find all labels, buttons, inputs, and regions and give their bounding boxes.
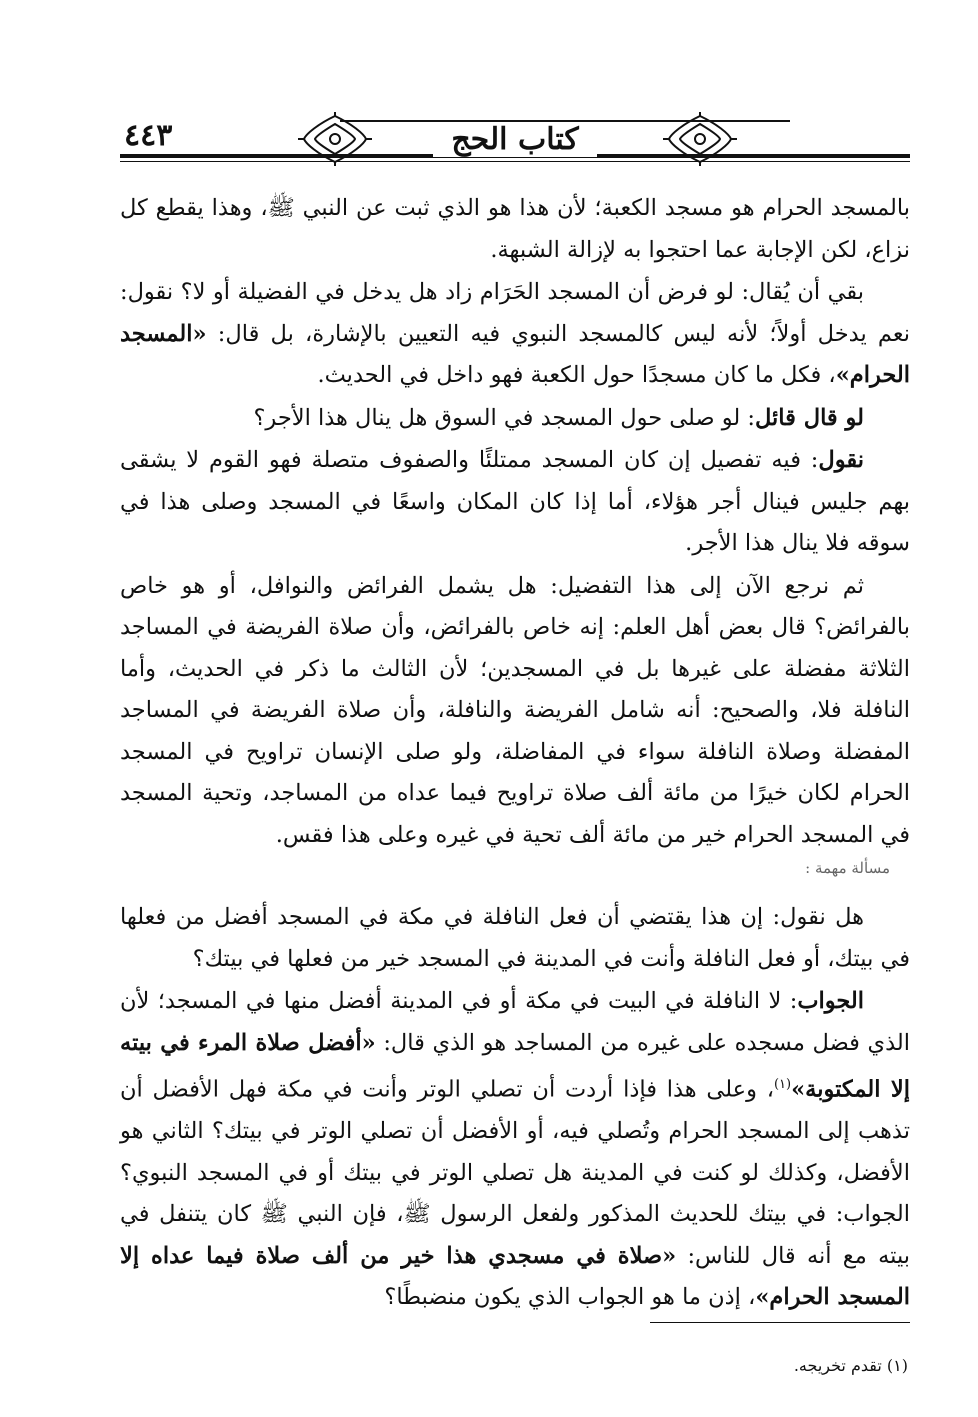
paragraph-6: هل نقول: إن هذا يقتضي أن فعل النافلة في مكة في المسجد أفضل من فعلها في بيتك، أو فعل النافلة وأنت في المدينة في المسجد خير من فعلها في بيتك؟ [120, 904, 910, 972]
hadith-quote-2: «صلاة في مسجدي هذا خير من ألف صلاة فيما عداه إلا المسجد الحرام» [120, 1242, 910, 1310]
paragraph-5: ثم نرجع الآن إلى هذا التفضيل: هل يشمل الفرائض والنوافل، أو هو خاص بالفرائض؟ قال بعض أهل العلم: إنه خاص بالفرائض، وأن صلاة الفريضة في المساجد الثلاثة مفضلة على غيرها بل في المسجدين؛ لأن الثالث ما ذكر في الحديث، وأما النافلة فلا، والصحيح: أنه شامل الفريضة والنافلة، وأن صلاة الفريضة في المساجد المفضلة وصلاة النافلة سواء في المفاضلة، ولو صلى الإنسان تراويح في المسجد الحرام لكان خيرًا من مائة ألف صلاة تراويح فيما عداه من المساجد، وتحية المسجد في المسجد الحرام خير من مائة ألف تحية في غيره وعلى هذا فقس. [120, 572, 910, 848]
lead-jawab: الجواب [797, 988, 864, 1014]
hadith-quote-1: «أفضل صلاة المرء في بيته إلا المكتوبة» [120, 1029, 910, 1103]
lead-qaail: لو قال قائل [754, 404, 864, 431]
quote-masjid-haram: «المسجد الحرام» [120, 320, 910, 388]
page-header [120, 112, 910, 184]
main-text [120, 188, 910, 1320]
footnote-separator [650, 1322, 910, 1323]
paragraph-7: الجواب: لا النافلة في البيت في مكة أو في المدينة أفضل منها في المسجد؛ لأن الذي فضل مسجده على غيره من المساجد هو الذي قال: «أفضل صلاة المرء في بيته إلا المكتوبة»$^{(١)}$، وعلى هذا فإذا أردت أن تصلي الوتر وأنت في مكة فهل الأفضل أن تذهب إلى المسجد الحرام وتُصلي فيه، أو الأفضل أن تصلي الوتر في بيتك؟ الثاني هو الأفضل، وكذلك لو كنت في المدينة هل تصلي الوتر في بيتك أو في المسجد النبوي؟ الجواب: في بيتك للحديث المذكور ولفعل الرسول ﷺ، فإن النبي ﷺ كان يتنفل في بيته مع أنه قال للناس: «صلاة في مسجدي هذا خير من ألف صلاة فيما عداه إلا المسجد الحرام»، إذن ما هو الجواب الذي يكون منضبطًا؟ [120, 988, 910, 1310]
page-number: ٤٤٣ [124, 118, 173, 153]
footnote-ref: (١) [773, 1077, 792, 1092]
ornament-right-icon [663, 112, 737, 166]
book-title: كتاب الحج [120, 122, 910, 157]
paragraph-3: لو قال قائل: لو صلى حول المسجد في السوق هل ينال هذا الأجر؟ [253, 404, 864, 431]
paragraph-4: نقول: فيه تفصيل إن كان المسجد ممتلئًا والصفوف متصلة فهو القوم لا يشقى بهم جليس فينال أجر هؤلاء، أما إذا كان المكان واسعًا في المسجد وصلى هذا في سوقه فلا ينال هذا الأجر. [120, 447, 910, 556]
header-rule-thin [120, 161, 910, 162]
subheading: مسألة مهمة : [805, 859, 890, 877]
lead-naqool: نقول [818, 447, 864, 473]
paragraph-1: بالمسجد الحرام هو مسجد الكعبة؛ لأن هذا هو الذي ثبت عن النبي ﷺ، وهذا يقطع كل نزاع، لكن الإجابة عما احتجوا به لإزالة الشبهة. [120, 195, 910, 263]
footnote: (١) تقدم تخريجه. [793, 1356, 908, 1375]
paragraph-2: بقي أن يُقال: لو فرض أن المسجد الحَرَام زاد هل يدخل في الفضيلة أو لا؟ نقول: نعم يدخل أولاً؛ لأنه ليس كالمسجد النبوي فيه التعيين بالإشارة، بل قال: «المسجد الحرام»، فكل ما كان مسجدًا حول الكعبة فهو داخل في الحديث. [120, 279, 910, 388]
